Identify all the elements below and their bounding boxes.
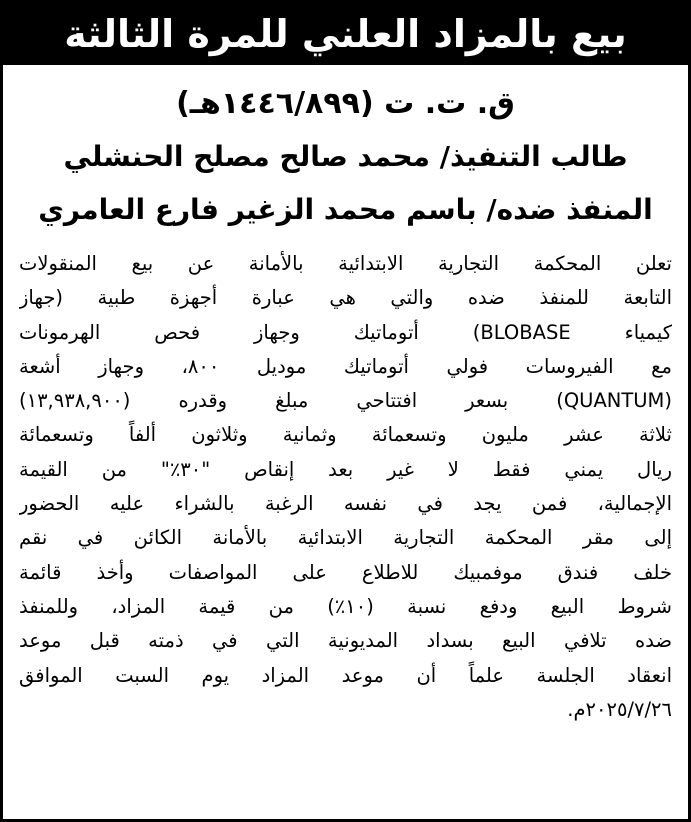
body-line: إلى مقر المحكمة التجارية الابتدائية بالأمانة الكائن في نقم (19, 526, 672, 550)
body-line: كيمياء BLOBASE) أتوماتيك وجهاز فحص الهرمونات (19, 320, 672, 344)
body-line: (QUANTUM) بسعر افتتاحي مبلغ وقدره (١٣,٩٣٨,٩٠٠) (19, 389, 672, 413)
defendant-line: المنفذ ضده/ باسم محمد الزغير فارع العامري (38, 193, 653, 226)
body-line: ضده تلافي البيع بسداد المديونية التي في ذمته قبل موعد (19, 629, 672, 653)
notice-body (19, 247, 672, 727)
body-line: شروط البيع ودفع نسبة (١٠٪) من قيمة المزاد، وللمنفذ (19, 594, 672, 618)
body-line: انعقاد الجلسة علماً أن موعد المزاد يوم السبت الموافق (19, 663, 672, 687)
body-line: تعلن المحكمة التجارية الابتدائية بالأمانة عن بيع المنقولات (19, 252, 672, 275)
case-number: ق. ت. ت (١٤٤٦/٨٩٩هـ) (176, 86, 515, 121)
body-line: التابعة للمنفذ ضده والتي هي عبارة أجهزة طبية (جهاز (19, 286, 672, 310)
applicant-line: طالب التنفيذ/ محمد صالح مصلح الحنشلي (63, 140, 628, 173)
body-line: ريال يمني فقط لا غير بعد إنقاص "٣٠٪" من القيمة (19, 457, 672, 481)
body-line-date: ٢٠٢٥/٧/٢٦م. (567, 697, 672, 721)
body-line: مع الفيروسات فولي أتوماتيك موديل ٨٠٠، وجهاز أشعة (19, 354, 672, 378)
body-line: ثلاثة عشر مليون وتسعمائة وثمانية وثلاثون ألفاً وتسعمائة (19, 423, 672, 447)
body-line: الإجمالية، فمن يجد في نفسه الرغبة بالشراء عليه الحضور (19, 492, 672, 516)
body-line: خلف فندق موفمبيك للاطلاع على المواصفات وأخذ قائمة (19, 560, 672, 584)
notice-title-banner: بيع بالمزاد العلني للمرة الثالثة (3, 3, 688, 65)
